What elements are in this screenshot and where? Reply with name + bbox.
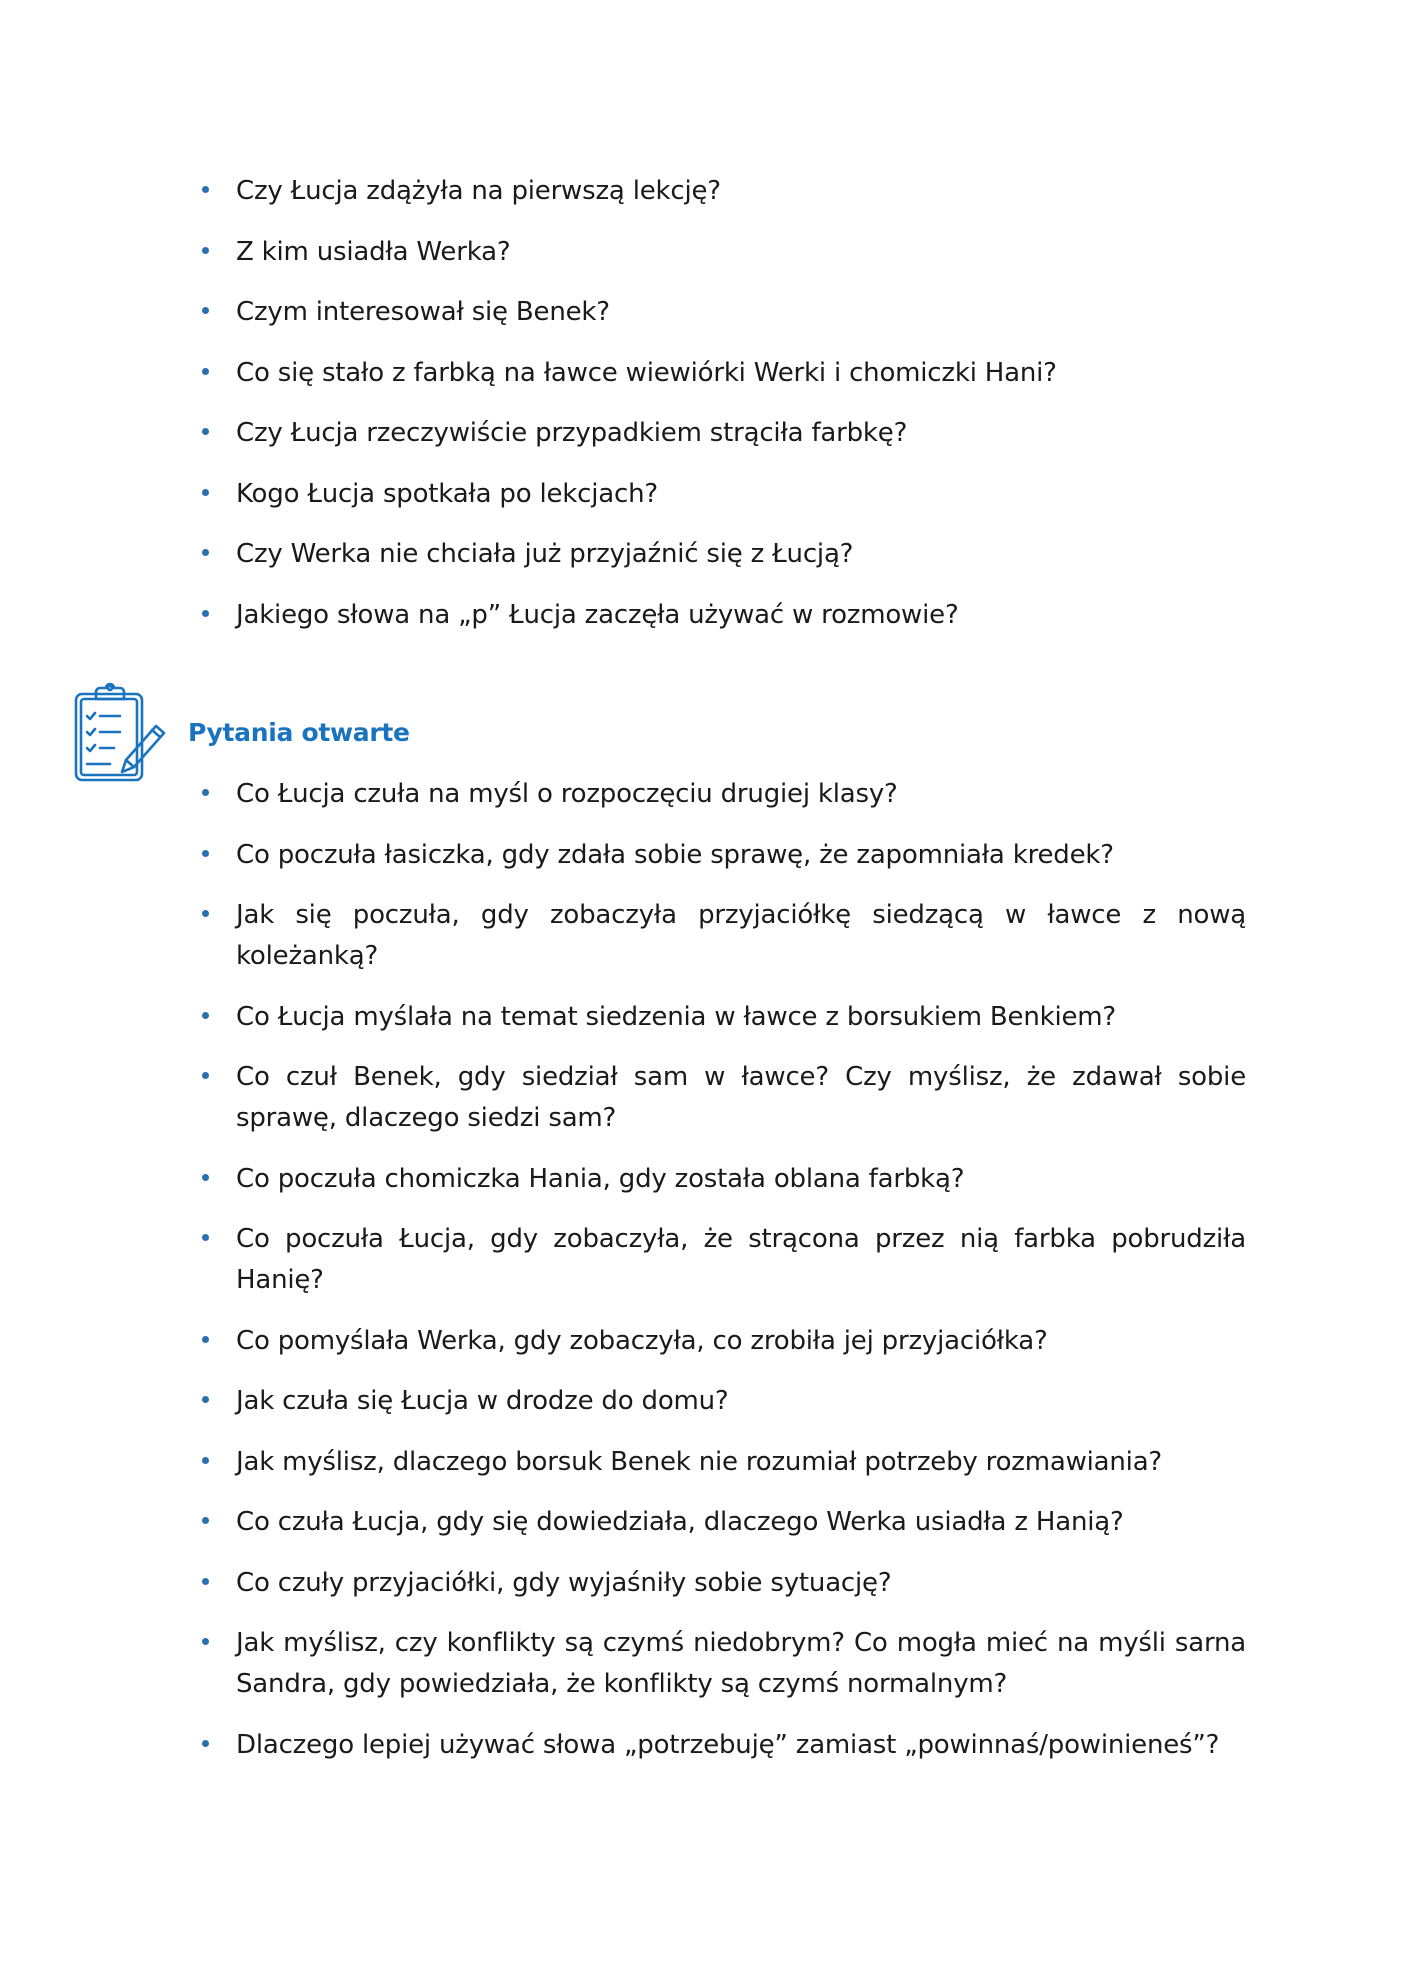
question-text: Co się stało z farbką na ławce wiewiórki Werki i chomiczki Hani? [236, 357, 1057, 388]
question-text: Czym interesował się Benek? [236, 297, 610, 327]
question-text: Jak myślisz, dlaczego borsuk Benek nie rozumiał potrzeby rozmawiania? [236, 1446, 1163, 1477]
question-text: Co czuły przyjaciółki, gdy wyjaśniły sobie sytuację? [236, 1567, 892, 1598]
list-item [200, 997, 1246, 1038]
bullet-icon [202, 1072, 209, 1079]
bullet-icon [202, 186, 209, 193]
bullet-icon [202, 1174, 209, 1181]
bullet-icon [202, 1517, 209, 1524]
clipboard-checklist-pencil-icon [70, 680, 170, 786]
bullet-icon [202, 428, 209, 435]
question-text: Czy Łucja zdążyła na pierwszą lekcję? [236, 176, 721, 206]
list-item [200, 895, 1246, 977]
bullet-icon [202, 850, 209, 857]
list-item [200, 413, 1246, 454]
bullet-icon [202, 307, 209, 314]
list-item [200, 1381, 1246, 1422]
list-item [200, 1219, 1246, 1301]
bullet-icon [202, 789, 209, 796]
list-item [200, 1321, 1246, 1362]
bullet-icon [202, 1234, 209, 1241]
list-item [200, 534, 1246, 575]
bullet-icon [202, 1638, 209, 1645]
question-text: Jak czuła się Łucja w drodze do domu? [236, 1386, 729, 1416]
bullet-icon [202, 489, 209, 496]
bullet-icon [202, 1578, 209, 1585]
question-text: Z kim usiadła Werka? [236, 236, 511, 267]
question-text: Co pomyślała Werka, gdy zobaczyła, co zrobiła jej przyjaciółka? [236, 1325, 1048, 1356]
bullet-icon [202, 910, 209, 917]
bullet-icon [202, 610, 209, 617]
bullet-icon [202, 1336, 209, 1343]
list-item [200, 1057, 1246, 1139]
question-text: Jak się poczuła, gdy zobaczyła przyjaciółkę siedzącą w ławce z nową koleżanką? [236, 900, 1246, 971]
bullet-icon [202, 368, 209, 375]
list-item [200, 1159, 1246, 1200]
question-text: Co poczuła łasiczka, gdy zdała sobie sprawę, że zapomniała kredek? [236, 839, 1114, 870]
question-text: Czy Werka nie chciała już przyjaźnić się z Łucją? [236, 539, 854, 569]
list-item [200, 353, 1246, 394]
question-text: Co poczuła Łucja, gdy zobaczyła, że strącona przez nią farbka pobrudziła Hanię? [236, 1224, 1246, 1295]
list-item [200, 774, 1246, 815]
question-text: Czy Łucja rzeczywiście przypadkiem strąciła farbkę? [236, 418, 908, 448]
list-item [200, 171, 1246, 212]
question-text: Jakiego słowa na „p” Łucja zaczęła używać w rozmowie? [236, 599, 959, 630]
question-text: Dlaczego lepiej używać słowa „potrzebuję” zamiast „powinnaś/powinieneś”? [236, 1729, 1220, 1760]
list-item [200, 835, 1246, 876]
bullet-icon [202, 1740, 209, 1747]
list-item [200, 474, 1246, 515]
bullet-icon [202, 1457, 209, 1464]
list-item [200, 595, 1246, 636]
question-text: Jak myślisz, czy konflikty są czymś niedobrym? Co mogła mieć na myśli sarna Sandra, gdy powiedziała, że konflikty są czymś normalnym? [236, 1628, 1246, 1699]
open-questions-list [200, 774, 1246, 1785]
bullet-icon [202, 1396, 209, 1403]
list-item [200, 1725, 1246, 1766]
list-item [200, 1623, 1246, 1705]
list-item [200, 292, 1246, 333]
question-text: Co czuł Benek, gdy siedział sam w ławce? Czy myślisz, że zdawał sobie sprawę, dlaczego siedzi sam? [236, 1062, 1246, 1133]
list-item [200, 1442, 1246, 1483]
list-item [200, 232, 1246, 273]
question-text: Co Łucja czuła na myśl o rozpoczęciu drugiej klasy? [236, 779, 898, 809]
question-text: Kogo Łucja spotkała po lekcjach? [236, 478, 658, 509]
list-item [200, 1502, 1246, 1543]
closed-questions-list [200, 171, 1246, 655]
section-title: Pytania otwarte [188, 718, 410, 747]
bullet-icon [202, 549, 209, 556]
bullet-icon [202, 247, 209, 254]
question-text: Co Łucja myślała na temat siedzenia w ławce z borsukiem Benkiem? [236, 1001, 1117, 1032]
bullet-icon [202, 1012, 209, 1019]
question-text: Co czuła Łucja, gdy się dowiedziała, dlaczego Werka usiadła z Hanią? [236, 1507, 1124, 1537]
question-text: Co poczuła chomiczka Hania, gdy została oblana farbką? [236, 1163, 965, 1194]
list-item [200, 1563, 1246, 1604]
